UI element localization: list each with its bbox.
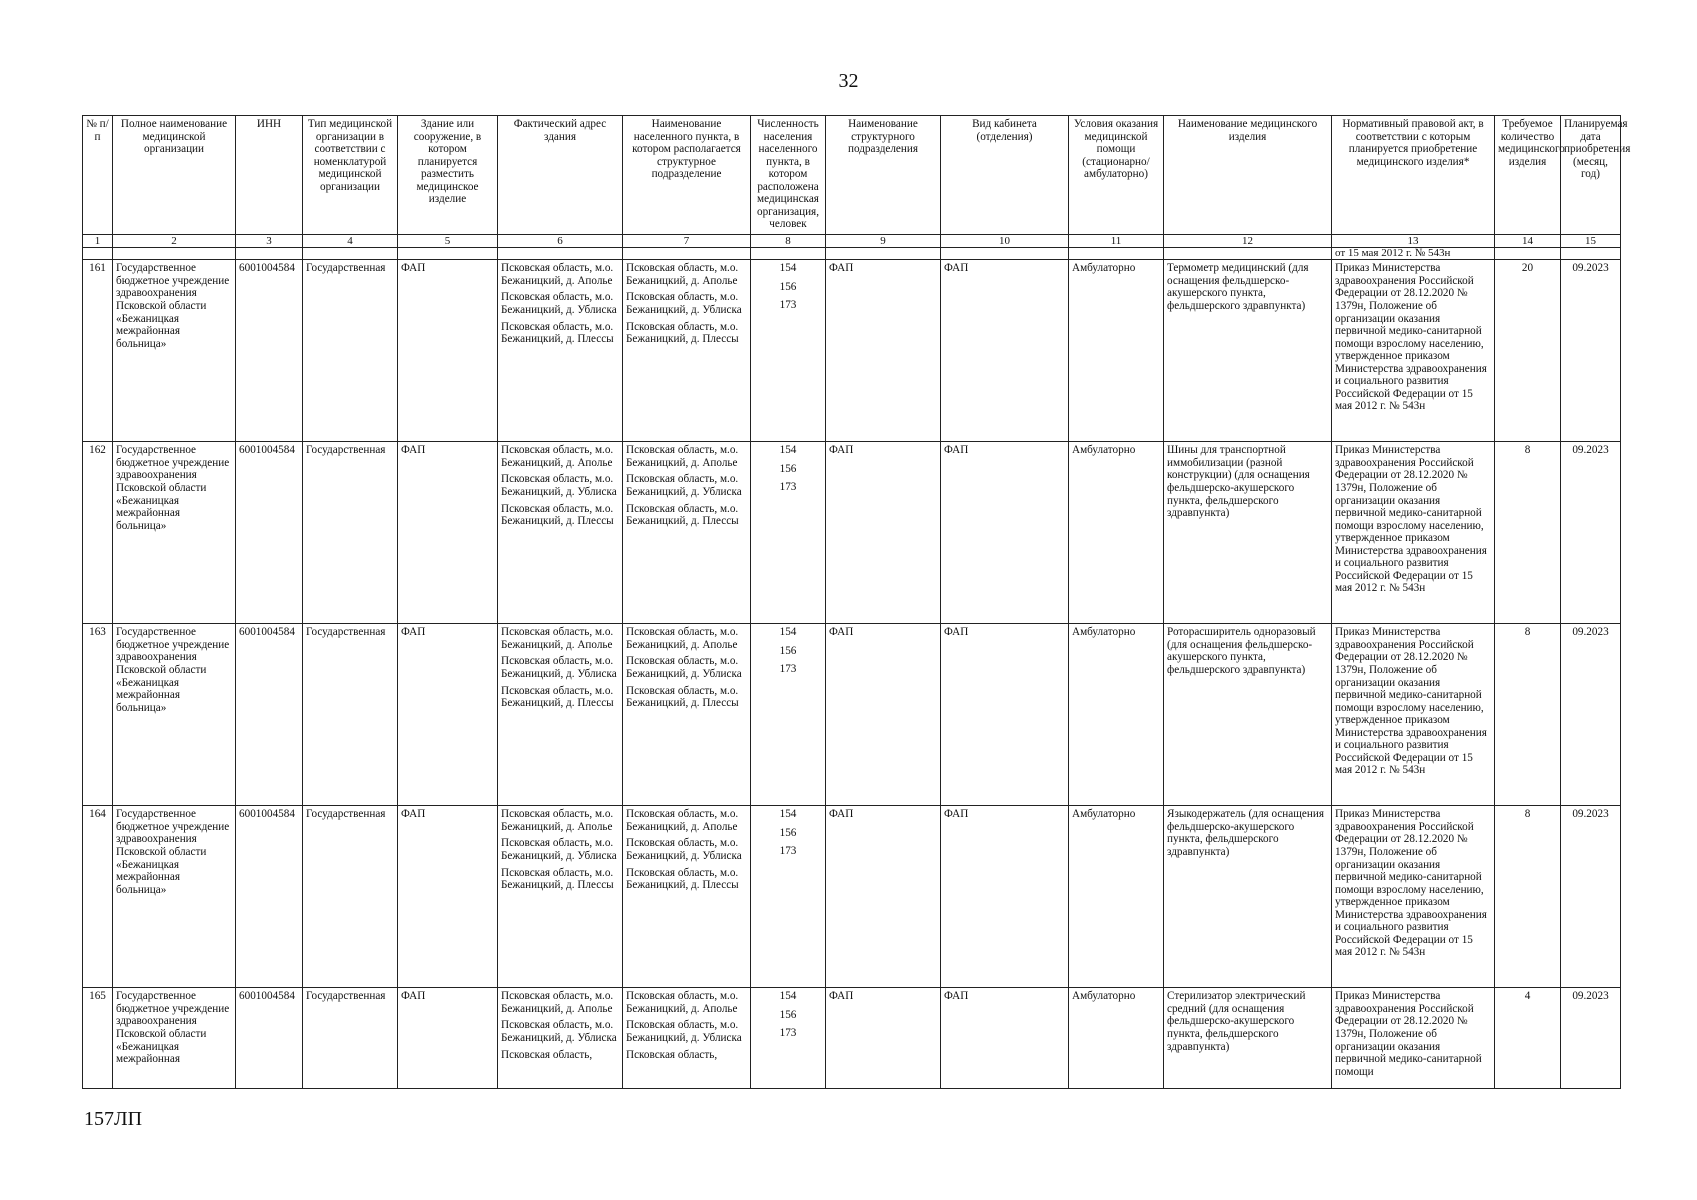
address-entry: Псковская область, [501, 1048, 593, 1061]
quantity-cell: 20 [1495, 260, 1561, 442]
settlement-entry: Псковская область, м.о. Бежаницкий, д. Ублиска [626, 291, 742, 316]
address-entry: Псковская область, м.о. Бежаницкий, д. Ублиска [501, 837, 617, 862]
column-number-cell: 13 [1332, 235, 1495, 248]
population-value: 156 [779, 462, 797, 475]
cabinet-cell: ФАП [941, 260, 1069, 442]
date-cell: 09.2023 [1561, 988, 1621, 1089]
org-type-cell: Государственная [303, 988, 398, 1089]
population-value: 173 [779, 663, 797, 676]
settlement-cell [623, 806, 751, 988]
column-number-cell: 9 [826, 235, 941, 248]
cabinet-cell: ФАП [941, 624, 1069, 806]
cabinet-cell: ФАП [941, 988, 1069, 1089]
device-cell: Стерилизатор электрический средний (для оснащения фельдшерско-акушерского пункта, фельдшерского здравпункта) [1164, 988, 1332, 1089]
building-cell: ФАП [398, 806, 498, 988]
unit-cell: ФАП [826, 624, 941, 806]
column-number-cell: 14 [1495, 235, 1561, 248]
organization-cell: Государственное бюджетное учреждение здравоохранения Псковской области «Бежаницкая межрайонная больница» [113, 260, 236, 442]
conditions-cell: Амбулаторно [1069, 988, 1164, 1089]
column-number-cell: 2 [113, 235, 236, 248]
header-cell: Наименование медицинского изделия [1164, 116, 1332, 235]
address-entry: Псковская область, м.о. Бежаницкий, д. Аполье [501, 808, 614, 833]
settlement-entry: Псковская область, м.о. Бежаницкий, д. Аполье [626, 990, 739, 1015]
address-entry: Псковская область, м.о. Бежаницкий, д. Ублиска [501, 473, 617, 498]
population-cell [751, 806, 826, 988]
table-row [83, 806, 1621, 988]
column-number-cell: 6 [498, 235, 623, 248]
organization-cell: Государственное бюджетное учреждение здравоохранения Псковской области «Бежаницкая межрайонная больница» [113, 624, 236, 806]
inn-cell: 6001004584 [236, 806, 303, 988]
date-cell: 09.2023 [1561, 624, 1621, 806]
unit-cell: ФАП [826, 806, 941, 988]
conditions-cell: Амбулаторно [1069, 624, 1164, 806]
medical-equipment-table [82, 115, 1631, 1089]
header-cell: № п/п [83, 116, 113, 235]
building-cell: ФАП [398, 442, 498, 624]
population-value: 154 [779, 444, 797, 457]
population-value: 173 [779, 481, 797, 494]
header-cell: Здание или сооружение, в котором планируется разместить медицинское изделие [398, 116, 498, 235]
settlement-cell [623, 442, 751, 624]
address-entry: Псковская область, м.о. Бежаницкий, д. Ублиска [501, 1019, 617, 1044]
address-entry: Псковская область, м.о. Бежаницкий, д. Аполье [501, 626, 614, 651]
date-cell: 09.2023 [1561, 260, 1621, 442]
unit-cell: ФАП [826, 988, 941, 1089]
device-cell: Языкодержатель (для оснащения фельдшерско-акушерского пункта, фельдшерского здравпункта) [1164, 806, 1332, 988]
header-cell: Численность населения населенного пункта, в котором расположена медицинская организация, человек [751, 116, 826, 235]
cabinet-cell: ФАП [941, 806, 1069, 988]
building-cell: ФАП [398, 988, 498, 1089]
address-cell [498, 442, 623, 624]
date-cell: 09.2023 [1561, 442, 1621, 624]
population-cell [751, 260, 826, 442]
device-cell: Шины для транспортной иммобилизации (разной конструкции) (для оснащения фельдшерско-акушерского пункта, фельдшерского здравпункта) [1164, 442, 1332, 624]
quantity-cell: 8 [1495, 806, 1561, 988]
settlement-entry: Псковская область, м.о. Бежаницкий, д. Плессы [626, 502, 739, 528]
address-entry: Псковская область, м.о. Бежаницкий, д. Плессы [501, 502, 614, 528]
header-cell: Требуемое количество медицинского изделия [1495, 116, 1561, 235]
address-cell [498, 988, 623, 1089]
address-entry: Псковская область, м.о. Бежаницкий, д. Аполье [501, 262, 614, 287]
settlement-entry: Псковская область, м.о. Бежаницкий, д. Аполье [626, 444, 739, 469]
organization-cell: Государственное бюджетное учреждение здравоохранения Псковской области «Бежаницкая межрайонная [113, 988, 236, 1089]
population-value: 156 [779, 826, 797, 839]
cabinet-cell: ФАП [941, 442, 1069, 624]
conditions-cell: Амбулаторно [1069, 806, 1164, 988]
column-number-cell: 11 [1069, 235, 1164, 248]
page-number: 32 [838, 70, 859, 92]
population-cell [751, 988, 826, 1089]
org-type-cell: Государственная [303, 806, 398, 988]
population-value: 154 [779, 990, 797, 1003]
settlement-entry: Псковская область, м.о. Бежаницкий, д. Плессы [626, 866, 739, 892]
org-type-cell: Государственная [303, 624, 398, 806]
population-value: 154 [779, 626, 797, 639]
unit-cell: ФАП [826, 442, 941, 624]
population-value: 173 [779, 845, 797, 858]
unit-cell: ФАП [826, 260, 941, 442]
address-entry: Псковская область, м.о. Бежаницкий, д. Ублиска [501, 291, 617, 316]
header-cell: ИНН [236, 116, 303, 235]
column-number-cell: 5 [398, 235, 498, 248]
org-type-cell: Государственная [303, 260, 398, 442]
settlement-cell [623, 260, 751, 442]
address-entry: Псковская область, м.о. Бежаницкий, д. Плессы [501, 320, 614, 346]
header-row [83, 116, 1621, 235]
table-row [83, 988, 1621, 1089]
inn-cell: 6001004584 [236, 442, 303, 624]
address-entry: Псковская область, м.о. Бежаницкий, д. Аполье [501, 444, 614, 469]
address-entry: Псковская область, м.о. Бежаницкий, д. Аполье [501, 990, 614, 1015]
column-numbers-row [83, 235, 1621, 248]
conditions-cell: Амбулаторно [1069, 442, 1164, 624]
column-number-cell: 1 [83, 235, 113, 248]
inn-cell: 6001004584 [236, 988, 303, 1089]
population-value: 173 [779, 299, 797, 312]
organization-cell: Государственное бюджетное учреждение здравоохранения Псковской области «Бежаницкая межрайонная больница» [113, 442, 236, 624]
inn-cell: 6001004584 [236, 624, 303, 806]
building-cell: ФАП [398, 260, 498, 442]
row-number-cell: 165 [83, 988, 113, 1089]
settlement-cell [623, 624, 751, 806]
population-cell [751, 442, 826, 624]
address-cell [498, 624, 623, 806]
table-row [83, 624, 1621, 806]
settlement-entry: Псковская область, м.о. Бежаницкий, д. Плессы [626, 684, 739, 710]
organization-cell: Государственное бюджетное учреждение здравоохранения Псковской области «Бежаницкая межрайонная больница» [113, 806, 236, 988]
legal-act-cell: Приказ Министерства здравоохранения Российской Федерации от 28.12.2020 № 1379н, Положение об организации оказания первичной медико-санитарной помощи [1332, 988, 1495, 1089]
building-cell: ФАП [398, 624, 498, 806]
row-number-cell: 163 [83, 624, 113, 806]
header-cell: Наименование структурного подразделения [826, 116, 941, 235]
settlement-cell [623, 988, 751, 1089]
settlement-entry: Псковская область, м.о. Бежаницкий, д. Аполье [626, 262, 739, 287]
legal-act-cell: Приказ Министерства здравоохранения Российской Федерации от 28.12.2020 № 1379н, Положение об организации оказания первичной медико-санитарной помощи взрослому населению, утвержденное приказом Министерства здравоохранения и социального развития Российской Федерации от 15 мая 2012 г. № 543н [1332, 806, 1495, 988]
settlement-entry: Псковская область, м.о. Бежаницкий, д. Плессы [626, 320, 739, 346]
population-cell [751, 624, 826, 806]
quantity-cell: 8 [1495, 442, 1561, 624]
continuation-text: от 15 мая 2012 г. № 543н [1332, 248, 1495, 260]
header-cell: Фактический адрес здания [498, 116, 623, 235]
column-number-cell: 12 [1164, 235, 1332, 248]
settlement-entry: Псковская область, м.о. Бежаницкий, д. Ублиска [626, 837, 742, 862]
footer-code: 157ЛП [84, 1108, 143, 1130]
header-cell: Нормативный правовой акт, в соответствии с которым планируется приобретение медицинского изделия* [1332, 116, 1495, 235]
settlement-entry: Псковская область, м.о. Бежаницкий, д. Ублиска [626, 1019, 742, 1044]
header-cell: Условия оказания медицинской помощи (стационарно/ амбулаторно) [1069, 116, 1164, 235]
header-cell: Полное наименование медицинской организации [113, 116, 236, 235]
header-cell: Тип медицинской организации в соответствии с номенклатурой медицинской организации [303, 116, 398, 235]
quantity-cell: 8 [1495, 624, 1561, 806]
population-value: 156 [779, 1008, 797, 1021]
settlement-entry: Псковская область, м.о. Бежаницкий, д. Ублиска [626, 473, 742, 498]
population-value: 154 [779, 808, 797, 821]
device-cell: Термометр медицинский (для оснащения фельдшерско-акушерского пункта, фельдшерского здравпункта) [1164, 260, 1332, 442]
table-row [83, 260, 1621, 442]
device-cell: Роторасширитель одноразовый (для оснащения фельдшерско-акушерского пункта, фельдшерского здравпункта) [1164, 624, 1332, 806]
column-number-cell: 3 [236, 235, 303, 248]
legal-act-cell: Приказ Министерства здравоохранения Российской Федерации от 28.12.2020 № 1379н, Положение об организации оказания первичной медико-санитарной помощи взрослому населению, утвержденное приказом Министерства здравоохранения и социального развития Российской Федерации от 15 мая 2012 г. № 543н [1332, 442, 1495, 624]
address-entry: Псковская область, м.о. Бежаницкий, д. Плессы [501, 684, 614, 710]
table-row [83, 442, 1621, 624]
legal-act-cell: Приказ Министерства здравоохранения Российской Федерации от 28.12.2020 № 1379н, Положение об организации оказания первичной медико-санитарной помощи взрослому населению, утвержденное приказом Министерства здравоохранения и социального развития Российской Федерации от 15 мая 2012 г. № 543н [1332, 624, 1495, 806]
settlement-entry: Псковская область, м.о. Бежаницкий, д. Ублиска [626, 655, 742, 680]
settlement-entry: Псковская область, [626, 1048, 718, 1061]
address-cell [498, 806, 623, 988]
column-number-cell: 15 [1561, 235, 1621, 248]
column-number-cell: 4 [303, 235, 398, 248]
population-value: 156 [779, 644, 797, 657]
settlement-entry: Псковская область, м.о. Бежаницкий, д. Аполье [626, 626, 739, 651]
row-number-cell: 164 [83, 806, 113, 988]
header-cell: Планируемая дата приобретения (месяц, год) [1561, 116, 1621, 235]
header-cell: Вид кабинета (отделения) [941, 116, 1069, 235]
continuation-row [83, 248, 1621, 260]
population-value: 156 [779, 280, 797, 293]
legal-act-cell: Приказ Министерства здравоохранения Российской Федерации от 28.12.2020 № 1379н, Положение об организации оказания первичной медико-санитарной помощи взрослому населению, утвержденное приказом Министерства здравоохранения и социального развития Российской Федерации от 15 мая 2012 г. № 543н [1332, 260, 1495, 442]
address-cell [498, 260, 623, 442]
quantity-cell: 4 [1495, 988, 1561, 1089]
population-value: 154 [779, 262, 797, 275]
org-type-cell: Государственная [303, 442, 398, 624]
settlement-entry: Псковская область, м.о. Бежаницкий, д. Аполье [626, 808, 739, 833]
header-cell: Наименование населенного пункта, в котором располагается структурное подразделение [623, 116, 751, 235]
conditions-cell: Амбулаторно [1069, 260, 1164, 442]
inn-cell: 6001004584 [236, 260, 303, 442]
column-number-cell: 8 [751, 235, 826, 248]
column-number-cell: 10 [941, 235, 1069, 248]
column-number-cell: 7 [623, 235, 751, 248]
population-value: 173 [779, 1027, 797, 1040]
address-entry: Псковская область, м.о. Бежаницкий, д. Ублиска [501, 655, 617, 680]
address-entry: Псковская область, м.о. Бежаницкий, д. Плессы [501, 866, 614, 892]
table-body [83, 248, 1621, 1089]
date-cell: 09.2023 [1561, 806, 1621, 988]
row-number-cell: 162 [83, 442, 113, 624]
row-number-cell: 161 [83, 260, 113, 442]
